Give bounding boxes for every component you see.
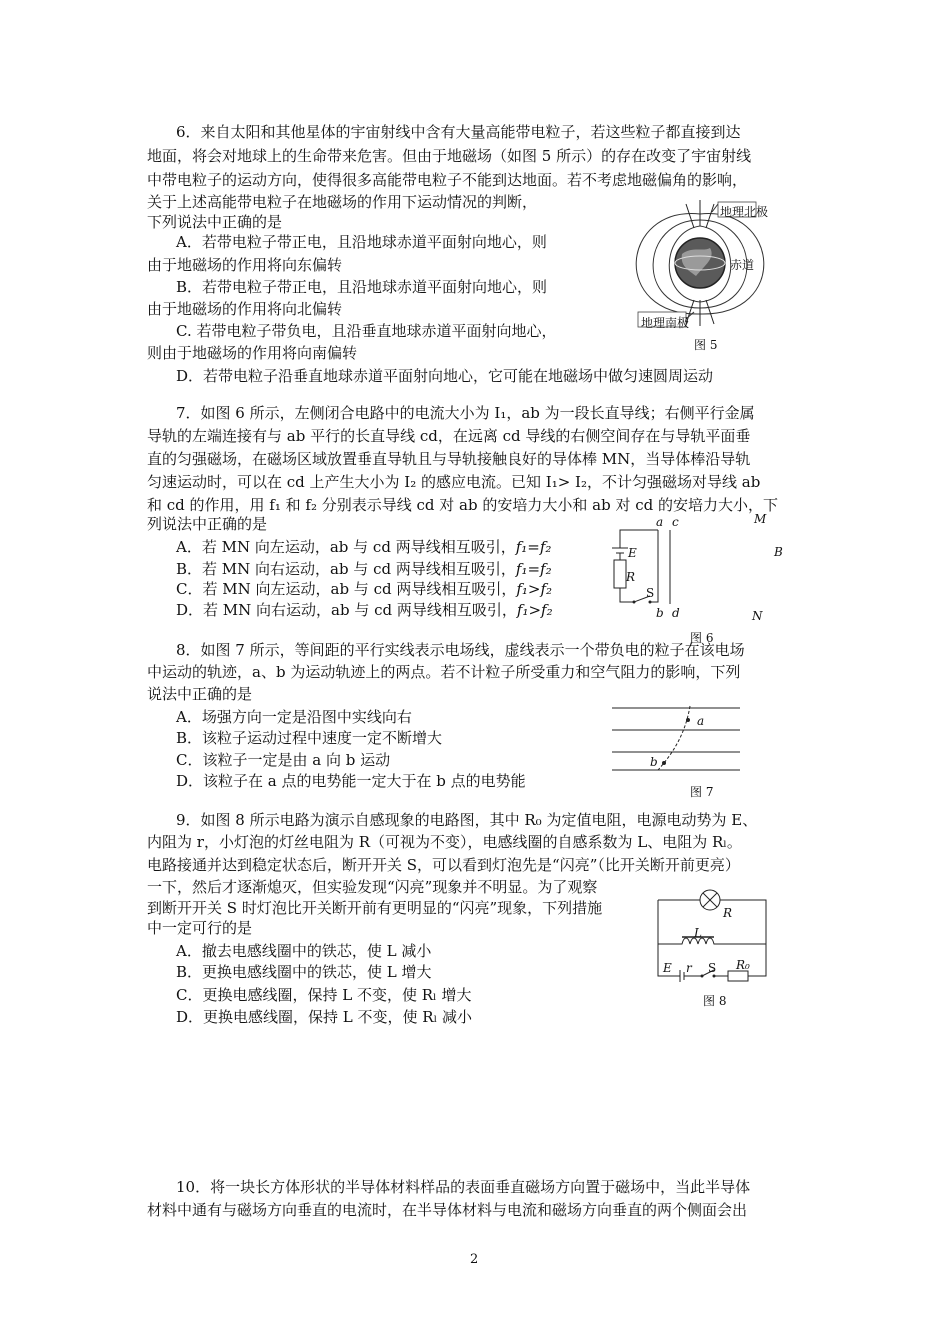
q9-line-3: 电路接通并达到稳定状态后，断开开关 S，可以看到灯泡先是“闪亮”（比开关断开前更亮） [147,856,740,874]
q6-line-1: 6．来自太阳和其他星体的宇宙射线中含有大量高能带电粒子，若这些粒子都直接到达 [176,123,741,141]
q8-option-a: A．场强方向一定是沿图中实线向右 [176,708,412,726]
q9-line-6: 中一定可行的是 [147,919,253,937]
figure-5-equator-label: 赤道 [730,258,755,272]
q8-option-c: C．该粒子一定是由 a 向 b 运动 [176,751,391,769]
q9-line-4: 一下，然后才逐渐熄灭，但实验发现“闪亮”现象并不明显。为了观察 [147,878,598,896]
figure-5-geomagnetic-field [600,196,800,336]
q8-line-2: 中运动的轨迹，a、b 为运动轨迹上的两点。若不计粒子所受重力和空气阻力的影响，下列 [147,663,741,681]
figure-6-label-b: b [656,606,664,620]
figure-8-caption: 图 8 [703,994,727,1008]
figure-8-label-E: E [663,961,672,975]
figure-6-label-R: R [626,570,636,584]
figure-7-label-a: a [697,714,705,728]
figure-6-label-B: B [774,545,783,559]
figure-5-caption: 图 5 [694,338,718,352]
q9-line-2: 内阻为 r，小灯泡的灯丝电阻为 R（可视为不变），电感线圈的自感系数为 L、电阻为 Rₗ。 [147,833,742,851]
figure-8-label-L: L [694,926,702,940]
q6-option-a-line-2: 由于地磁场的作用将向东偏转 [147,256,343,274]
q9-option-d: D．更换电感线圈，保持 L 不变，使 Rₗ 减小 [176,1008,472,1026]
q8-option-b: B．该粒子运动过程中速度一定不断增大 [176,729,443,747]
figure-6-label-M: M [754,512,767,526]
q6-option-a-line-1: A．若带电粒子带正电，且沿地球赤道平面射向地心，则 [176,233,547,251]
figure-7-caption: 图 7 [690,785,714,799]
q8-option-d: D．该粒子在 a 点的电势能一定大于在 b 点的电势能 [176,772,526,790]
q7-line-4: 匀速运动时，可以在 cd 上产生大小为 I₂ 的感应电流。已知 I₁> I₂，不计匀强磁场对导线 ab [147,473,761,491]
q6-option-d: D．若带电粒子沿垂直地球赤道平面射向地心，它可能在地磁场中做匀速圆周运动 [176,367,714,385]
q7-line-6: 列说法中正确的是 [147,515,268,533]
q7-line-2: 导轨的左端连接有与 ab 平行的长直导线 cd，在远离 cd 导线的右侧空间存在与导轨平面垂 [147,427,751,445]
q10-line-1: 10．将一块长方体形状的半导体材料样品的表面垂直磁场方向置于磁场中，当此半导体 [176,1178,751,1196]
q7-option-d: D．若 MN 向右运动，ab 与 cd 两导线相互吸引，f₁>f₂ [176,601,553,619]
q9-line-1: 9．如图 8 所示电路为演示自感现象的电路图，其中 R₀ 为定值电阻，电源电动势为 E、 [176,811,758,829]
page-number: 2 [470,1252,479,1267]
q7-line-1: 7．如图 6 所示，左侧闭合电路中的电流大小为 I₁，ab 为一段长直导线；右侧平行金属 [176,404,755,422]
figure-7-field-lines [606,700,746,780]
figure-6-label-E: E [628,546,637,560]
q9-line-5: 到断开开关 S 时灯泡比开关断开前有更明显的“闪亮”现象，下列措施 [147,899,603,917]
q9-option-c: C．更换电感线圈，保持 L 不变，使 Rₗ 增大 [176,986,472,1004]
figure-5-north-label: 地理北极 [720,205,769,219]
figure-8-label-S: S [708,961,717,975]
q6-line-3: 中带电粒子的运动方向，使得很多高能带电粒子不能到达地面。若不考虑地磁偏角的影响， [147,171,748,189]
q8-line-1: 8．如图 7 所示，等间距的平行实线表示电场线，虚线表示一个带负电的粒子在该电场 [176,641,745,659]
figure-6-label-c: c [672,515,679,529]
q7-option-a: A．若 MN 向左运动，ab 与 cd 两导线相互吸引，f₁=f₂ [176,538,552,556]
figure-7-label-b: b [650,755,658,769]
q6-option-c-line-2: 则由于地磁场的作用将向南偏转 [147,344,358,362]
q9-option-a: A．撤去电感线圈中的铁芯，使 L 减小 [176,942,432,960]
q6-option-c-line-1: C. 若带电粒子带负电，且沿垂直地球赤道平面射向地心， [176,322,557,340]
q6-option-b-line-1: B．若带电粒子带正电，且沿地球赤道平面射向地心，则 [176,278,548,296]
figure-6-label-N: N [752,609,763,623]
q6-line-5: 下列说法中正确的是 [147,213,283,231]
q10-line-2: 材料中通有与磁场方向垂直的电流时，在半导体材料与电流和磁场方向垂直的两个侧面会出 [147,1201,748,1219]
figure-8-label-r: r [686,961,692,975]
q8-line-3: 说法中正确的是 [147,685,253,703]
q6-line-2: 地面，将会对地球上的生命带来危害。但由于地磁场（如图 5 所示）的存在改变了宇宙射线 [147,147,752,165]
q7-option-c: C．若 MN 向左运动，ab 与 cd 两导线相互吸引，f₁>f₂ [176,580,553,598]
figure-6-label-a: a [656,515,664,529]
q7-line-5: 和 cd 的作用，用 f₁ 和 f₂ 分别表示导线 cd 对 ab 的安培力大小和 ab 对 cd 的安培力大小，下 [147,496,778,514]
q6-line-4: 关于上述高能带电粒子在地磁场的作用下运动情况的判断， [147,193,538,211]
figure-5-south-label: 地理南极 [641,316,690,330]
figure-6-caption: 图 6 [690,631,714,645]
q6-option-b-line-2: 由于地磁场的作用将向北偏转 [147,300,343,318]
q9-option-b: B．更换电感线圈中的铁芯，使 L 增大 [176,963,432,981]
figure-6-label-d: d [672,606,680,620]
figure-8-label-R0: R₀ [736,958,750,972]
figure-6-label-S: S [646,586,655,600]
figure-8-label-R: R [723,906,733,920]
q7-line-3: 直的匀强磁场，在磁场区域放置垂直导轨且与导轨接触良好的导体棒 MN，当导体棒沿导轨 [147,450,751,468]
q7-option-b: B．若 MN 向右运动，ab 与 cd 两导线相互吸引，f₁=f₂ [176,560,552,578]
